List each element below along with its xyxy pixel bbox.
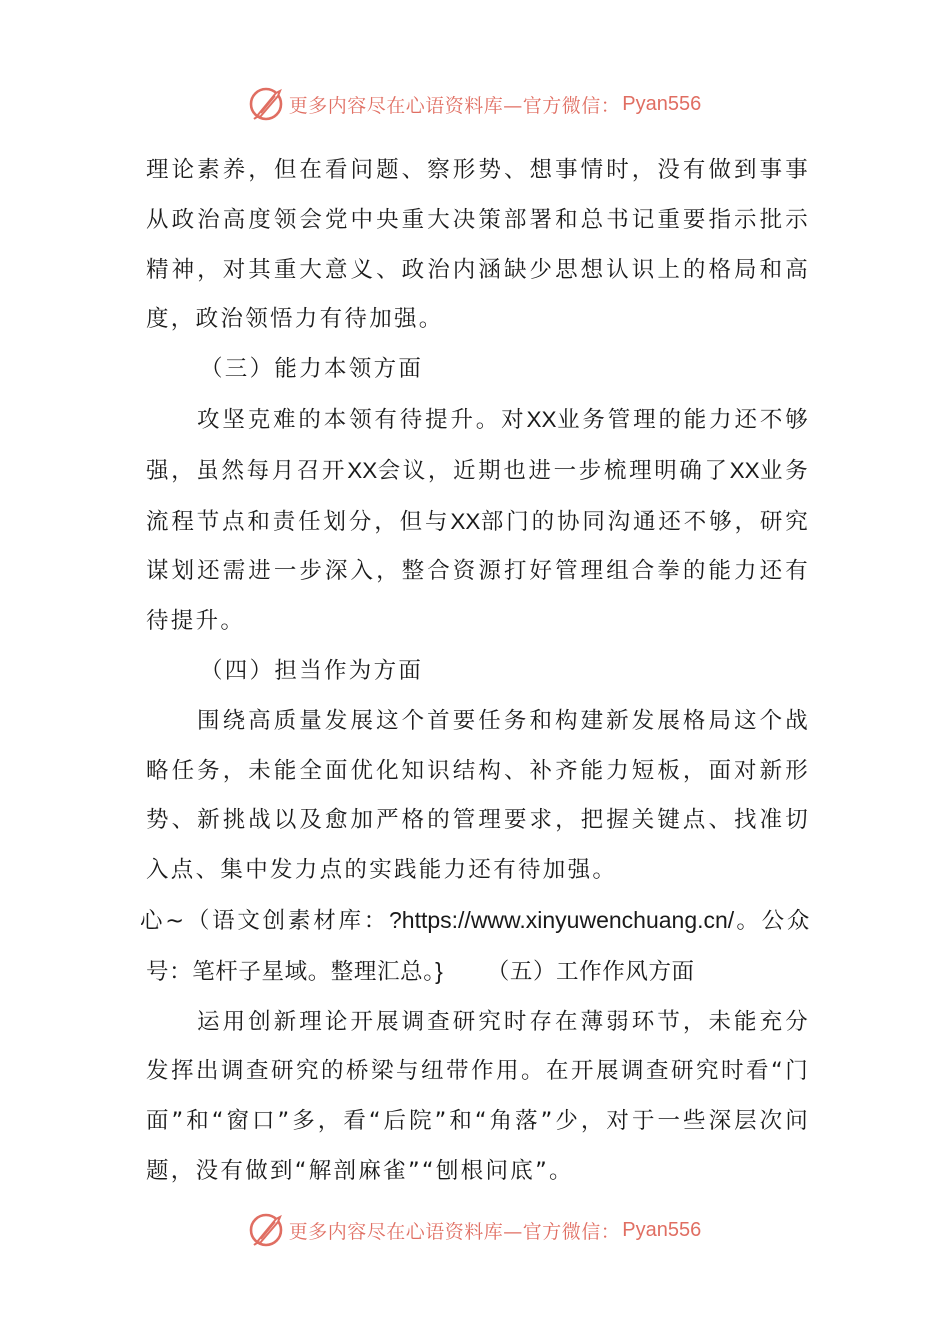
header-text: 更多内容尽在心语资料库—官方微信： xyxy=(288,94,621,117)
paragraph-source-note: 心~（语文创素材库：?https://www.xinyuwenchuang.cn/。公众号：笔杆子星域。整理汇总。} （五）工作作风方面 xyxy=(140,906,810,985)
footer-wechat-id: Pyan556 xyxy=(622,1218,702,1241)
page-header xyxy=(0,84,950,124)
paragraph-responsibility: 围绕高质量发展这个首要任务和构建新发展格局这个战略任务，未能全面优化知识结构、补齐能力短板，面对新形势、新挑战以及愈加严格的管理要求，把握关键点、找准切入点、集中发力点的实践能力还有待加强。 xyxy=(146,707,810,884)
paragraph-ability: 攻坚克难的本领有待提升。对XX业务管理的能力还不够强，虽然每月召开XX会议，近期也进一步梳理明确了XX业务流程节点和责任划分，但与XX部门的协同沟通还不够，研究谋划还需进一步深入，整合资源打好管理组合拳的能力还有待提升。 xyxy=(146,406,810,635)
source-url: ?https://www.xinyuwenchuang.cn/ xyxy=(389,906,735,933)
page-footer xyxy=(0,1210,950,1250)
section-heading-4: （四）担当作为方面 xyxy=(200,657,424,684)
document-body xyxy=(140,146,810,1197)
quill-pen-logo-icon xyxy=(249,1212,285,1248)
quill-pen-logo-icon xyxy=(249,86,285,122)
section-heading-3: （三）能力本领方面 xyxy=(200,356,424,383)
footer-text: 更多内容尽在心语资料库—官方微信： xyxy=(288,1220,621,1243)
paragraph-work-style: 运用创新理论开展调查研究时存在薄弱环节，未能充分发挥出调查研究的桥梁与纽带作用。在开展调查研究时看“门面”和“窗口”多，看“后院”和“角落”少，对于一些深层次问题，没有做到“解剖麻雀”“刨根问底”。 xyxy=(146,1008,810,1184)
placeholder-xx: XX xyxy=(347,457,378,483)
section-heading-5: （五）工作作风方面 xyxy=(486,958,695,985)
header-wechat-id: Pyan556 xyxy=(622,92,702,115)
placeholder-xx: XX xyxy=(729,457,760,483)
placeholder-xx: XX xyxy=(526,406,557,432)
placeholder-xx: XX xyxy=(450,508,481,534)
paragraph-continued: 理论素养，但在看问题、察形势、想事情时，没有做到事事从政治高度领会党中央重大决策部署和总书记重要指示批示精神，对其重大意义、政治内涵缺少思想认识上的格局和高度，政治领悟力有待加强。 xyxy=(146,157,810,333)
